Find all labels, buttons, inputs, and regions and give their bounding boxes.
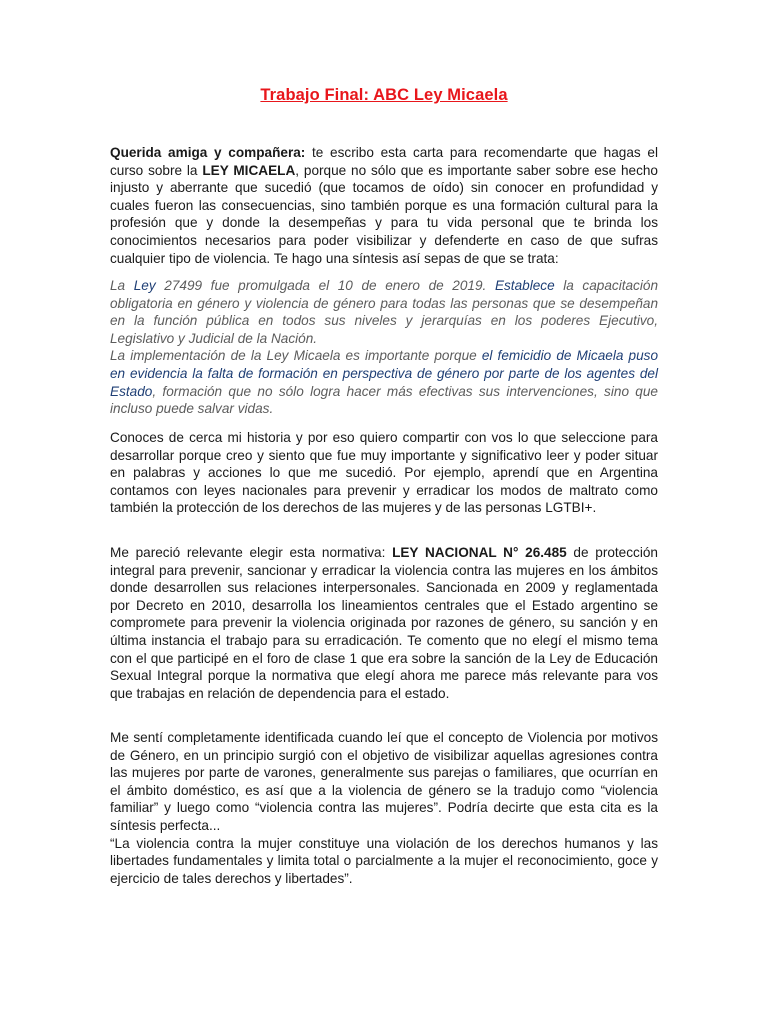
quote-b1: La implementación de la Ley Micaela es importante porque: [110, 348, 482, 364]
paragraph-historia: Conoces de cerca mi historia y por eso quiero compartir con vos lo que seleccione para desarrollar porque creo y siento que fue muy importante y significativo leer y poder situar en palabras y acciones lo que me sucedió. Por ejemplo, aprendí que en Argentina contamos con leyes nacionales para prevenir y erradicar los modos de maltrato como también la protección de los derechos de las mujeres y de las personas LGTBI+.: [110, 430, 658, 516]
quote-b3: , formación que no sólo logra hacer más efectivas sus intervenciones, sino que incluso puede salvar vidas.: [110, 383, 658, 417]
paragraph-identificada: [110, 729, 658, 887]
ley-26485-bold: LEY NACIONAL N° 26.485: [392, 545, 567, 560]
greeting-lead: Querida amiga y compañera:: [110, 145, 306, 160]
normativa-text-2: de protección integral para prevenir, sancionar y erradicar la violencia contra las mujeres en los ámbitos donde desarrollen sus relaciones interpersonales. Sancionada en 2009 y reglamentada por Decreto en 2010, desarrolla los lineamientos centrales que el Estado argentino se compromete para prevenir la violencia originada por razones de género, su sanción y en última instancia el trabajo para su erradicación. Te comento que no elegí el mismo tema con el que participé en el foro de clase 1 que era sobre la sanción de la Ley de Educación Sexual Integral porque la normativa que elegí ahora me parece más relevante para vos que trabajas en relación de dependencia para el estado.: [110, 545, 658, 701]
paragraph-normativa: [110, 544, 658, 702]
quote-a3: 27499 fue promulgada el 10 de enero de 2019.: [155, 278, 495, 293]
identificada-text: Me sentí completamente identificada cuando leí que el concepto de Violencia por motivos de Género, en un principio surgió con el objetivo de visibilizar aquellas agresiones contra las mujeres por parte de varones, generalmente sus parejas o familiares, que ocurrían en el ámbito doméstico, es así que a la violencia de género se la tradujo como “violencia familiar” y luego como “violencia contra las mujeres”. Podría decirte que esta cita es la síntesis perfecta...: [110, 730, 658, 833]
ley-micaela-bold: LEY MICAELA: [202, 162, 296, 178]
greeting-text-2: , porque no sólo que es importante saber sobre ese hecho injusto y aberrante que sucedió (que tocamos de oído) sin conocer en profundidad y cuales fueron las consecuencias, sino también porque es una formación cultural para la profesión que y donde la desempeñas y para tu vida personal que te brinda los conocimientos necesarios para poder visibilizar y defenderte en caso de que sufras cualquier tipo de violencia. Te hago una síntesis así sepas de que se trata:: [110, 162, 658, 266]
quote-ley-link: Ley: [133, 278, 156, 293]
cita-text: “La violencia contra la mujer constituye una violación de los derechos humanos y las libertades fundamentales y limita total o parcialmente a la mujer el reconocimiento, goce y ejercicio de tales derechos y libertades”.: [110, 835, 658, 886]
quote-establece: Establece: [494, 278, 555, 293]
quote-a5: la capacitación obligatoria en género y violencia de género para todas las personas que se desempeñan en la función pública en todos sus niveles y jerarquías en los poderes Ejecutivo, Legislativo y Judicial de la Nación.: [110, 278, 658, 346]
paragraph-quote-ley: [110, 277, 658, 418]
normativa-text-1: Me pareció relevante elegir esta normativa:: [110, 545, 393, 560]
greeting-text-1: te escribo esta carta para recomendarte que hagas el curso sobre la: [110, 145, 658, 178]
quote-a1: La: [110, 278, 134, 293]
document-title: Trabajo Final: ABC Ley Micaela: [260, 86, 508, 104]
paragraph-greeting: [110, 144, 658, 267]
quote-femicidio: el femicidio de Micaela puso en evidencia la falta de formación en perspectiva de género por parte de los agentes del Estado: [110, 348, 659, 399]
